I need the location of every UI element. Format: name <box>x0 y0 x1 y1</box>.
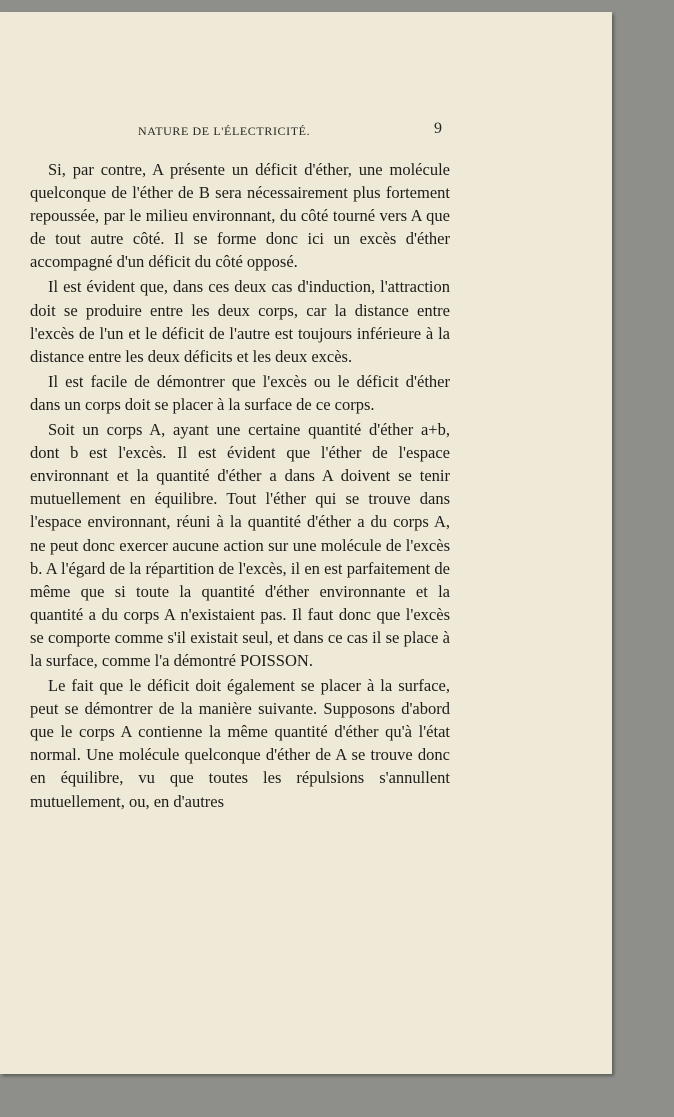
book-page <box>0 12 612 1074</box>
running-title: NATURE DE L'ÉLECTRICITÉ. <box>138 124 311 138</box>
paragraph: Il est facile de démontrer que l'excès ou le déficit d'éther dans un corps doit se placer à la surface de ce corps. <box>30 371 450 414</box>
paragraph: Le fait que le déficit doit également se placer à la surface, peut se démontrer de la manière suivante. Supposons d'abord que le corps A contienne la même quantité d'éther qu'à l'état normal. Une molécule quelconque d'éther de A se trouve donc en équilibre, vu que toutes les répulsions s'annullent mutuellement, ou, en d'autres <box>30 676 450 811</box>
page-header <box>0 120 450 140</box>
body-text <box>30 158 450 813</box>
paragraph: Il est évident que, dans ces deux cas d'induction, l'attraction doit se produire entre les deux corps, car la distance entre l'excès de l'un et le déficit de l'autre est toujours inférieure à la distance entre les deux déficits et les deux excès. <box>30 277 450 366</box>
page-number: 9 <box>434 120 442 137</box>
paragraph: Soit un corps A, ayant une certaine quantité d'éther a+b, dont b est l'excès. Il est évident que l'éther de l'espace environnant et la quantité d'éther a dans A doivent se tenir mutuellement en équilibre. Tout l'éther qui se trouve dans l'espace environnant, réuni à la quantité d'éther a du corps A, ne peut donc exercer aucune action sur une molécule de l'excès b. A l'égard de la répartition de l'excès, il en est parfaitement de même que si toute la quantité d'éther environnante et la quantité a du corps A n'existaient pas. Il faut donc que l'excès se comporte comme s'il existait seul, et dans ce cas il se place à la surface, comme l'a démontré POISSON. <box>30 420 450 670</box>
paragraph: Si, par contre, A présente un déficit d'éther, une molécule quelconque de l'éther de B sera nécessairement plus fortement repoussée, par le milieu environnant, du côté tourné vers A que de tout autre côté. Il se forme donc ici un excès d'éther accompagné d'un déficit du côté opposé. <box>30 160 450 272</box>
